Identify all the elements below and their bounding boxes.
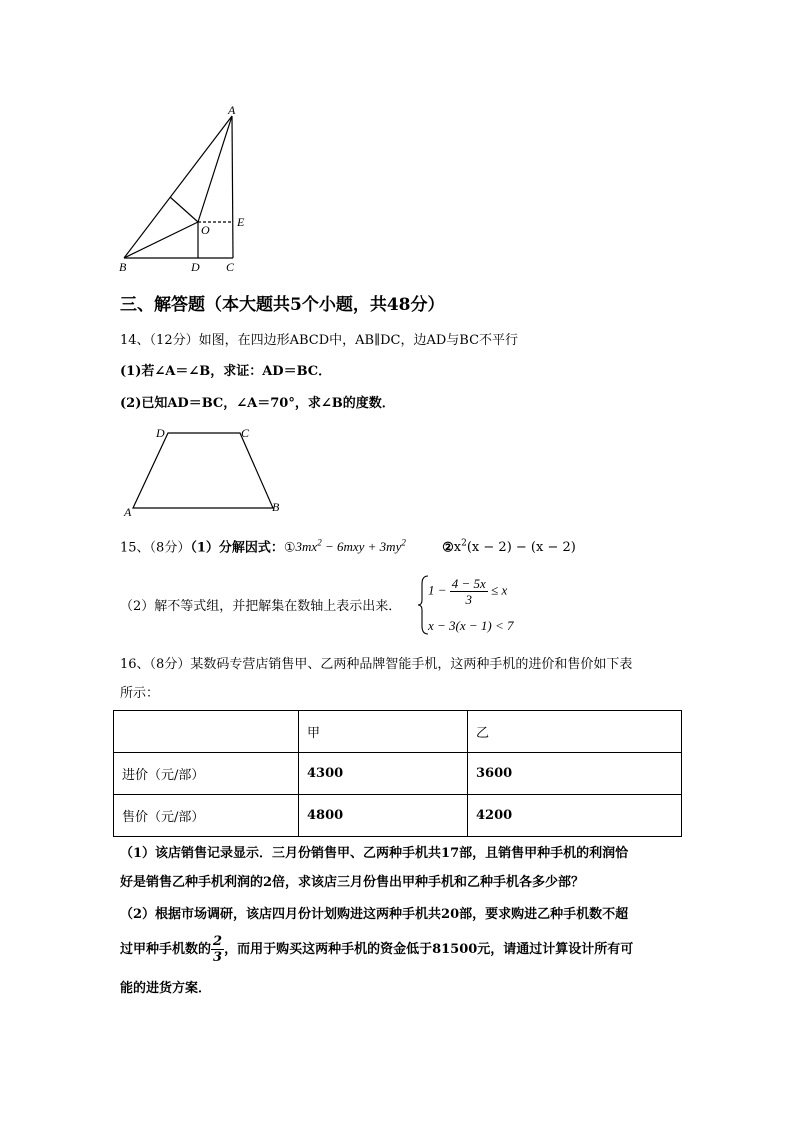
- price-table: [113, 710, 682, 837]
- segment-ao: [198, 116, 232, 222]
- q14-stem-text: 如图，在四边形ABCD中，AB∥DC，边AD与BC不平行: [198, 333, 519, 348]
- segment-o-perp-ab: [170, 197, 198, 222]
- table-row: [114, 753, 682, 795]
- trapezoid-abcd: [133, 433, 273, 508]
- circle-2: ②: [442, 540, 454, 556]
- table-cell: 4300: [299, 753, 468, 795]
- q14-score: （12分）: [149, 333, 199, 348]
- label-a: A: [228, 103, 236, 117]
- q14-stem: [120, 332, 518, 350]
- ineq-1-fraction: $\frac{4 - 5x}{3}$: [451, 576, 486, 607]
- table-header-cell: [114, 711, 299, 753]
- label-e: E: [237, 215, 245, 229]
- q15-expr2: $x^2(x - 2) - (x - 2)$: [453, 539, 576, 556]
- table-header-cell: 乙: [468, 711, 682, 753]
- label-d: D: [191, 260, 200, 274]
- q15-part2-label: （2）解不等式组，并把解集在数轴上表示出来．: [120, 599, 402, 614]
- label-c: C: [226, 260, 235, 274]
- fraction-two-thirds: $\frac{2}{3}$: [213, 934, 223, 965]
- segment-ac: [232, 116, 233, 258]
- table-header-row: [114, 711, 682, 753]
- q16-stem-line2: 所示：: [120, 686, 160, 701]
- q16-part1-line1: （1）该店销售记录显示．三月份销售甲、乙两种手机共17部，且销售甲种手机的利润恰: [120, 846, 629, 861]
- segment-bo: [124, 222, 198, 258]
- table-row: [114, 795, 682, 837]
- circle-1: ①: [283, 540, 296, 556]
- q14-number: 14、: [120, 333, 150, 348]
- q16-score: （8分）: [149, 657, 191, 672]
- trap-label-c: C: [241, 426, 250, 440]
- ineq-2: x − 3(x − 1) < 7: [428, 618, 514, 633]
- table-cell: 4200: [468, 795, 682, 837]
- trapezoid-figure: [120, 422, 290, 522]
- table-cell: 进价（元/部）: [114, 753, 299, 795]
- trap-label-a: A: [124, 505, 132, 519]
- q15-number: 15、: [120, 540, 150, 556]
- trap-label-d: D: [156, 426, 165, 440]
- q16-part1-line2: 好是销售乙种手机利润的2倍，求该店三月份售出甲种手机和乙种手机各多少部？: [120, 875, 585, 890]
- q15-part1-label: （1）分解因式：: [190, 540, 284, 556]
- q14-part1: (1)若∠A＝∠B，求证：AD＝BC．: [120, 364, 332, 379]
- ineq-1: 1 − $\frac{4 - 5x}{3}$ ≤ x: [428, 576, 508, 607]
- q16-part2-line3: 能的进货方案．: [120, 981, 212, 996]
- q16-part2-line1: （2）根据市场调研，该店四月份计划购进这两种手机共20部，要求购进乙种手机数不超: [120, 907, 629, 922]
- label-o: O: [201, 223, 210, 237]
- q15-part1: [120, 534, 576, 557]
- table-header-cell: 甲: [299, 711, 468, 753]
- table-cell: 3600: [468, 753, 682, 795]
- section-heading: 三、解答题（本大题共5个小题，共48分）: [120, 295, 445, 315]
- triangle-figure: [110, 100, 270, 280]
- q16-stem-line1: 16、（8分）某数码专营店销售甲、乙两种品牌智能手机，这两种手机的进价和售价如下表: [120, 657, 633, 672]
- label-b: B: [119, 260, 127, 274]
- q15-score: （8分）: [149, 540, 191, 556]
- table-cell: 售价（元/部）: [114, 795, 299, 837]
- trap-label-b: B: [272, 500, 280, 514]
- segment-ab: [124, 116, 232, 258]
- q14-part2: (2)已知AD＝BC，∠A＝70°，求∠B的度数．: [120, 396, 395, 411]
- table-cell: 4800: [299, 795, 468, 837]
- q16-part2-line2: 过甲种手机数的 $\frac{2}{3}$ ，而用于购买这两种手机的资金低于81500元，请通过计算设计所有可: [120, 934, 634, 965]
- q16-number: 16、: [120, 657, 150, 672]
- q15-expr1: $3mx^2 - 6mxy + 3my^2$: [295, 538, 406, 555]
